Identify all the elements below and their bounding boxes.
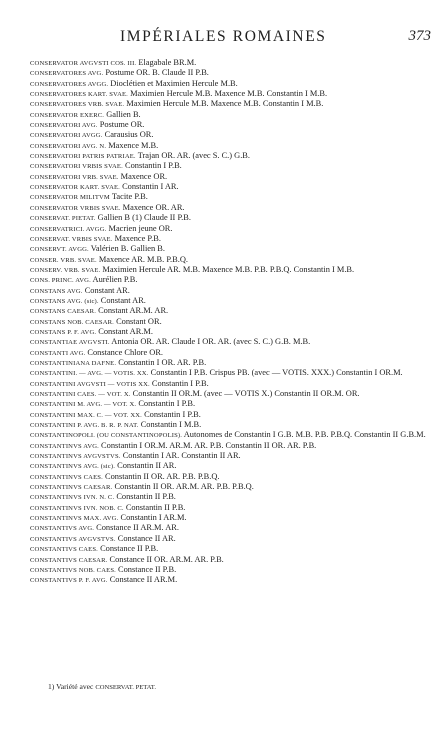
entry-legend: CONSERVATORES VRB. SVAE.	[30, 101, 125, 109]
entry-description: Maxence OR.	[120, 171, 168, 181]
entry-legend: CONSERVT. AVGG.	[30, 246, 89, 254]
index-entry	[30, 286, 434, 296]
index-entry	[30, 203, 434, 213]
index-entry	[30, 534, 434, 544]
index-entry	[30, 358, 434, 368]
index-entry	[30, 451, 434, 461]
entry-description: Elagabale BR.M.	[138, 58, 197, 67]
index-entry	[30, 513, 434, 523]
entry-description: Constance II AR.M. AR.	[96, 523, 179, 533]
index-entry	[30, 430, 434, 440]
index-entry	[30, 379, 434, 389]
index-entry	[30, 99, 434, 109]
index-entry	[30, 555, 434, 565]
index-entry	[30, 544, 434, 554]
entry-description: Autonomes de Constantin I G.B. M.B. P.B. P.B.Q. Constantin II G.B.M.	[183, 430, 426, 440]
entry-description: Macrien jeune OR.	[108, 223, 173, 233]
entry-description: Constantin I P.B.	[151, 378, 209, 388]
entry-legend: CONSER. VRB. SVAE.	[30, 256, 97, 264]
entry-legend: CONSTANTINVS IVN. N. C.	[30, 494, 115, 502]
index-entry	[30, 420, 434, 430]
entry-legend: CONSTANS AVG.	[30, 287, 83, 295]
index-entry	[30, 244, 434, 254]
index-entry	[30, 503, 434, 513]
entry-description: Constance II P.B.	[100, 544, 159, 554]
entry-legend: CONSTANTINI P. AVG. B. R. P. NAT.	[30, 422, 139, 430]
entry-description: Constant AR.M.	[98, 326, 153, 336]
entry-legend: CONSTANTINVS CAES.	[30, 473, 103, 481]
entry-legend: CONSERVATOR EXERC.	[30, 111, 105, 119]
entry-legend: CONSTANS NOB. CAESAR.	[30, 318, 114, 326]
entry-legend: CONSERVATOR AVGVSTI COS. III.	[30, 60, 137, 67]
index-entry	[30, 141, 434, 151]
entry-legend: CONSTANS AVG. (sic).	[30, 297, 99, 305]
index-entry	[30, 461, 434, 471]
entry-legend: CONSTANTINI MAX. C. — VOT. XX.	[30, 411, 142, 419]
entry-description: Tacite P.B.	[111, 192, 148, 202]
entry-description: Gallien B.	[106, 109, 141, 119]
footnote-marker: 1)	[48, 682, 55, 691]
entry-description: Constantin I P.B.	[144, 409, 201, 419]
entry-description: Carausius OR.	[104, 130, 154, 140]
running-header	[0, 28, 446, 48]
entry-description: Constant AR.	[100, 295, 146, 305]
entry-legend: CONSTANTIVS P. F. AVG.	[30, 577, 108, 585]
index-entry	[30, 234, 434, 244]
entry-legend: CONSTANTINI. — AVG. — VOTIS. XX.	[30, 370, 149, 378]
entry-description: Constantin I OR. AR. P.B.	[118, 357, 207, 367]
index-entry	[30, 79, 434, 89]
index-entry	[30, 296, 434, 306]
index-entry	[30, 348, 434, 358]
entry-description: Postume OR. B. Claude II P.B.	[105, 68, 209, 78]
entry-description: Dioclétien et Maximien Hercule M.B.	[110, 78, 238, 88]
footnote-legend: CONSERVAT. PETAT.	[95, 684, 156, 691]
index-entry	[30, 275, 434, 285]
entry-description: Constant AR.	[84, 285, 130, 295]
entry-description: Constantin II P.B.	[125, 502, 186, 512]
entry-legend: CONSTANTINVS AVG.	[30, 442, 99, 450]
index-entry	[30, 89, 434, 99]
entry-legend: CONSTANTINIANA DAFNE.	[30, 359, 117, 367]
entry-description: Aurélien P.B.	[92, 275, 138, 285]
entry-legend: CONSTANTIVS AVG.	[30, 525, 95, 533]
index-entry	[30, 492, 434, 502]
page-number: 373	[408, 28, 431, 44]
entry-legend: CONSERVATORES AVGG.	[30, 80, 109, 88]
entry-description: Maxence OR. AR.	[122, 202, 185, 212]
entry-description: Constantin I OR.M. AR.M. AR. P.B. Constantin II OR. AR. P.B.	[101, 440, 317, 450]
index-entry	[30, 368, 434, 378]
index-entry	[30, 120, 434, 130]
entry-description: Gallien B (1) Claude II P.B.	[97, 213, 191, 223]
entry-description: Maximien Hercule M.B. Maxence M.B. Constantin I M.B.	[126, 99, 324, 109]
entry-legend: CONSTANTIVS NOB. CAES.	[30, 566, 116, 574]
index-entry	[30, 265, 434, 275]
entry-legend: CONSTANTIVS CAESAR.	[30, 556, 108, 564]
entry-description: Valérien B. Gallien B.	[90, 244, 165, 254]
index-entry	[30, 399, 434, 409]
entry-description: Constant AR.M. AR.	[98, 306, 169, 316]
entry-legend: CONSTANS P. F. AVG.	[30, 328, 97, 336]
index-entry	[30, 317, 434, 327]
index-entry	[30, 172, 434, 182]
entry-legend: CONSTANTINI M. AVG. — VOT. X.	[30, 401, 137, 409]
entry-legend: CONSTANTINVS AVGVSTVS.	[30, 453, 121, 461]
index-entry	[30, 306, 434, 316]
entry-legend: CONSTANTIAE AVGVSTI.	[30, 339, 110, 347]
legend-index-list	[30, 58, 434, 586]
index-entry	[30, 161, 434, 171]
index-entry	[30, 192, 434, 202]
entry-legend: CONSERVATORI AVGG.	[30, 132, 103, 140]
index-entry	[30, 151, 434, 161]
entry-description: Maximien Hercule M.B. Maxence M.B. Constantin I M.B.	[130, 89, 328, 99]
index-entry	[30, 255, 434, 265]
index-entry	[30, 472, 434, 482]
entry-description: Trajan OR. AR. (avec S. C.) G.B.	[137, 151, 250, 161]
entry-description: Constance II P.B.	[118, 564, 177, 574]
index-entry	[30, 482, 434, 492]
entry-description: Maxence P.B.	[114, 233, 161, 243]
entry-legend: CONSTANTINOPOLI. (OU CONSTANTINOPOLIS).	[30, 432, 183, 440]
entry-description: Constantin II P.B.	[116, 492, 176, 502]
entry-description: Constantin I AR.M.	[120, 513, 187, 523]
entry-legend: CONSERVATORES AVG.	[30, 70, 104, 78]
index-entry	[30, 389, 434, 399]
entry-description: Postume OR.	[99, 120, 145, 130]
index-entry	[30, 523, 434, 533]
index-entry	[30, 337, 434, 347]
entry-description: Maxence AR. M.B. P.B.Q.	[98, 254, 188, 264]
footnote-text: Variété avec	[56, 682, 94, 691]
entry-legend: CONSERVATORI AVG. N.	[30, 142, 107, 150]
entry-legend: CONSERVATORES KART. SVAE.	[30, 91, 128, 99]
entry-legend: CONSERVATOR VRBIS SVAE.	[30, 204, 121, 212]
entry-description: Constantin I P.B.	[138, 399, 196, 409]
index-entry	[30, 410, 434, 420]
entry-description: Constance II AR.	[117, 533, 176, 543]
entry-description: Constantin II OR.M. (avec — VOTIS X.) Constantin II OR.M. OR.	[132, 389, 360, 398]
entry-legend: CONSERVATORI VRBIS SVAE.	[30, 163, 123, 171]
entry-description: Constant OR.	[116, 316, 162, 326]
index-entry	[30, 327, 434, 337]
entry-legend: CONSERVATOR MILITVM	[30, 194, 110, 202]
running-title: IMPÉRIALES ROMAINES	[120, 28, 327, 45]
index-entry	[30, 213, 434, 223]
entry-legend: CONSERVATRICI. AVGG.	[30, 225, 107, 233]
index-entry	[30, 130, 434, 140]
entry-description: Constantin I AR.	[122, 182, 179, 192]
entry-legend: CONSTANTINI AVGVSTI — VOTIS XX.	[30, 380, 150, 388]
entry-description: Constantin I P.B.	[125, 161, 182, 171]
entry-description: Constance II OR. AR.M. AR. P.B.	[109, 554, 224, 564]
entry-legend: CONSTANTINVS AVG. (sic).	[30, 463, 116, 471]
entry-legend: CONSTANS CAESAR.	[30, 308, 96, 316]
entry-description: Constantin I M.B.	[140, 420, 202, 430]
entry-legend: CONSERVATORI PATRIS PATRIAE.	[30, 153, 136, 161]
entry-legend: CONS. PRINC. AVG.	[30, 277, 91, 285]
entry-legend: CONSTANTI AVG.	[30, 349, 86, 357]
entry-legend: CONSERVAT. VRBIS SVAE.	[30, 235, 113, 243]
entry-legend: CONSERVAT. PIETAT.	[30, 215, 96, 223]
entry-legend: CONSTANTIVS CAES.	[30, 546, 98, 554]
entry-description: Constance Chlore OR.	[87, 347, 164, 357]
entry-description: Constantin I P.B. Crispus PB. (avec — VOTIS. XXX.) Constantin I OR.M.	[150, 368, 403, 378]
entry-legend: CONSERVATORI AVG.	[30, 122, 98, 130]
entry-description: Maxence M.B.	[108, 140, 159, 150]
entry-description: Maximien Hercule AR. M.B. Maxence M.B. P.B. P.B.Q. Constantin I M.B.	[102, 264, 355, 274]
index-entry	[30, 575, 434, 585]
entry-legend: CONSERV. VRB. SVAE.	[30, 266, 101, 274]
entry-legend: CONSTANTINVS IVN. NOB. C.	[30, 504, 124, 512]
entry-legend: CONSTANTINI CAES. — VOT. X.	[30, 391, 131, 398]
entry-description: Constantin II OR. AR. P.B. P.B.Q.	[104, 471, 220, 481]
entry-description: Antonia OR. AR. Claude I OR. AR. (avec S. C.) G.B. M.B.	[111, 337, 311, 347]
entry-description: Constance II AR.M.	[109, 575, 178, 585]
entry-legend: CONSTANTINVS CAESAR.	[30, 484, 113, 492]
index-entry	[30, 182, 434, 192]
index-entry	[30, 110, 434, 120]
index-entry	[30, 58, 434, 68]
entry-legend: CONSERVATOR KART. SVAE.	[30, 184, 120, 192]
entry-legend: CONSTANTIVS AVGVSTVS.	[30, 535, 116, 543]
entry-description: Constantin II OR. AR.M. AR. P.B. P.B.Q.	[114, 482, 254, 492]
entry-legend: CONSERVATORI VRB. SVAE.	[30, 173, 119, 181]
index-entry	[30, 441, 434, 451]
index-entry	[30, 68, 434, 78]
footnote	[48, 682, 156, 691]
entry-description: Constantin II AR.	[117, 461, 177, 471]
entry-description: Constantin I AR. Constantin II AR.	[122, 451, 241, 461]
entry-legend: CONSTANTINVS MAX. AVG.	[30, 515, 119, 523]
index-entry	[30, 224, 434, 234]
index-entry	[30, 565, 434, 575]
